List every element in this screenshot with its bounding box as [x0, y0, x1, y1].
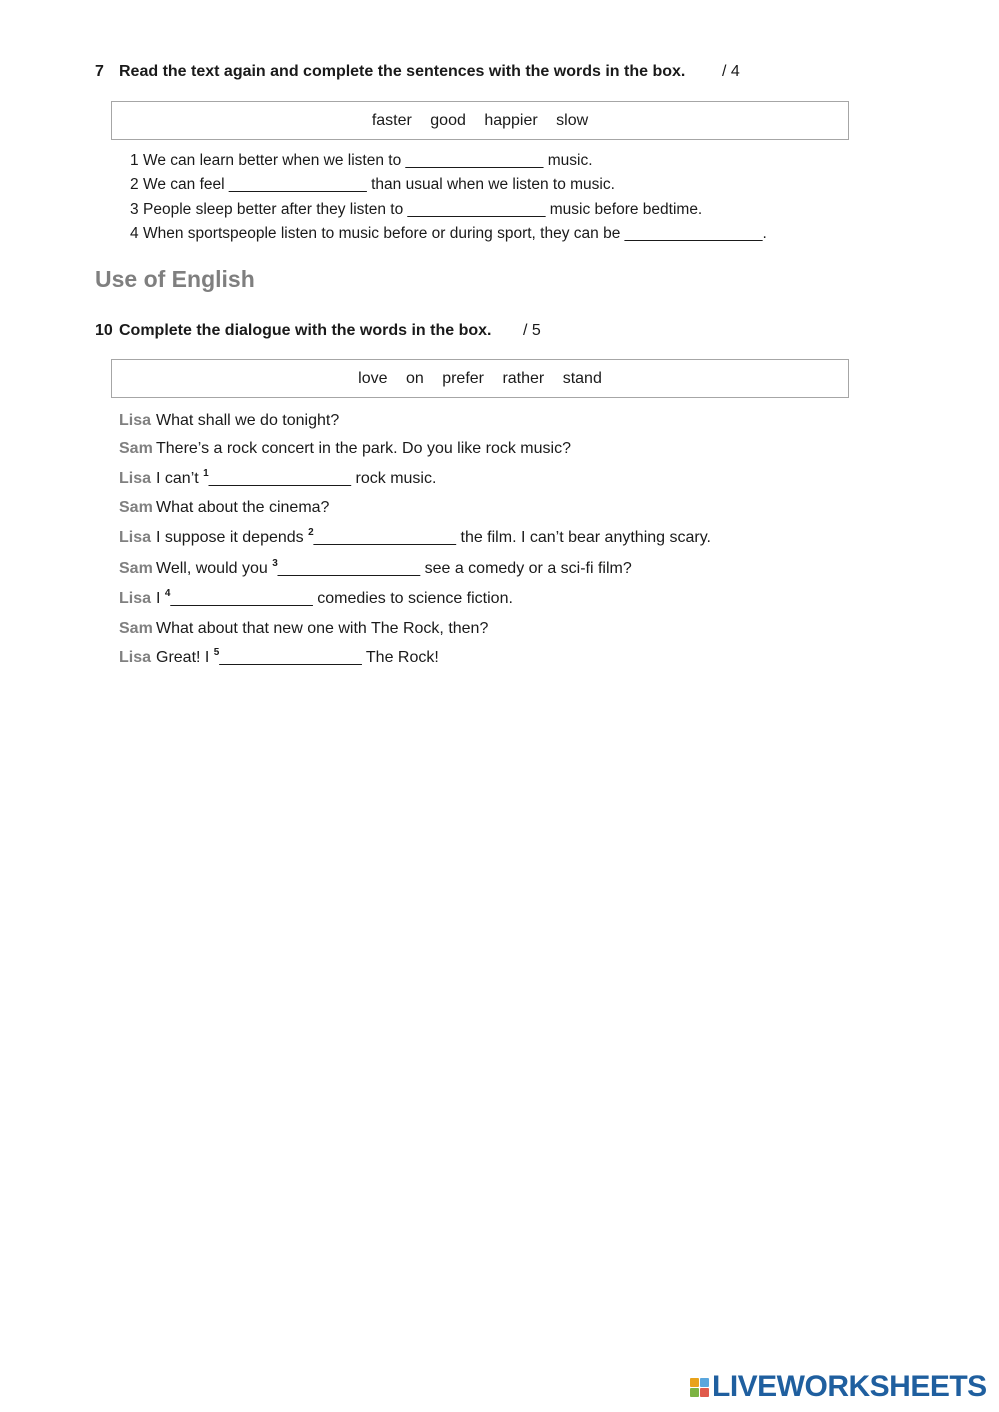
exercise-10-score: / 5	[523, 322, 541, 339]
dialogue-line	[119, 560, 632, 578]
gap-number: 3	[272, 558, 278, 569]
speaker-name: Sam	[119, 499, 153, 516]
dialogue-text: Well, would you	[156, 560, 273, 577]
word-box-item: slow	[556, 112, 589, 129]
word-box-item: prefer	[442, 370, 484, 387]
dialogue-text: What shall we do tonight?	[156, 412, 340, 429]
exercise-7-word-box	[111, 101, 849, 140]
dialogue-gap-text[interactable]: ________________ the film. I can’t bear anything scary.	[313, 529, 711, 546]
speaker-name: Sam	[119, 440, 153, 457]
dialogue-line	[119, 529, 711, 547]
word-box-item: love	[358, 370, 388, 387]
logo-text: LIVEWORKSHEETS	[712, 1370, 987, 1403]
exercise-7-score: / 4	[722, 63, 740, 80]
speaker-name: Lisa	[119, 412, 152, 429]
word-box-item: rather	[502, 370, 545, 387]
dialogue-text: I	[156, 590, 165, 607]
dialogue-line	[119, 499, 329, 517]
exercise-7-sentence	[130, 176, 615, 194]
exercise-7-number: 7	[95, 63, 104, 80]
dialogue-line	[119, 412, 339, 430]
speaker-name: Lisa	[119, 649, 152, 666]
dialogue-text: I can’t	[156, 470, 204, 487]
exercise-10-number: 10	[95, 322, 113, 339]
dialogue-line	[119, 620, 488, 638]
sentence-number: 3	[130, 201, 139, 218]
dialogue-line	[119, 470, 436, 488]
gap-number: 4	[164, 588, 171, 599]
gap-number: 2	[308, 527, 314, 538]
speaker-name: Sam	[119, 620, 153, 637]
exercise-7-sentence	[130, 225, 767, 243]
dialogue-gap-text[interactable]: ________________ see a comedy or a sci-fi film?	[277, 560, 632, 577]
speaker-name: Sam	[119, 560, 153, 577]
dialogue-text: Great! I	[156, 649, 214, 666]
sentence-number: 2	[130, 176, 139, 193]
dialogue-text: There’s a rock concert in the park. Do you like rock music?	[156, 440, 571, 457]
dialogue-gap-text[interactable]: ________________ The Rock!	[219, 649, 439, 666]
exercise-10-word-box	[111, 359, 849, 398]
exercise-7-sentence	[130, 152, 593, 170]
word-box-item: stand	[562, 370, 602, 387]
word-box-item: happier	[484, 112, 538, 129]
word-box-item: good	[430, 112, 466, 129]
dialogue-gap-text[interactable]: ________________ comedies to science fiction.	[170, 590, 513, 607]
dialogue-text: What about that new one with The Rock, then?	[156, 620, 489, 637]
sentence-text: We can learn better when we listen to ________________ music.	[143, 152, 593, 169]
dialogue-line	[119, 590, 513, 608]
dialogue-line	[119, 649, 439, 667]
dialogue-text: What about the cinema?	[156, 499, 330, 516]
sentence-number: 1	[130, 152, 139, 169]
speaker-name: Lisa	[119, 590, 152, 607]
speaker-name: Lisa	[119, 470, 152, 487]
dialogue-gap-text[interactable]: ________________ rock music.	[208, 470, 437, 487]
word-box-item: on	[405, 370, 424, 387]
dialogue-text: I suppose it depends	[156, 529, 309, 546]
liveworksheets-logo-icon	[690, 1378, 709, 1397]
gap-number: 1	[203, 468, 209, 479]
gap-number: 5	[213, 647, 220, 658]
sentence-text: We can feel ________________ than usual when we listen to music.	[143, 176, 615, 193]
section-title: Use of English	[95, 266, 255, 292]
exercise-7-instruction: Read the text again and complete the sentences with the words in the box.	[119, 63, 686, 80]
sentence-number: 4	[130, 225, 139, 242]
exercise-10-heading	[95, 322, 541, 340]
sentence-text: When sportspeople listen to music before or during sport, they can be ________________.	[143, 225, 767, 242]
liveworksheets-logo[interactable]	[690, 1372, 987, 1402]
word-box-item: faster	[371, 112, 412, 129]
dialogue-line	[119, 440, 571, 458]
exercise-7-sentence	[130, 201, 702, 219]
speaker-name: Lisa	[119, 529, 152, 546]
exercise-7-heading	[95, 63, 740, 81]
sentence-text: People sleep better after they listen to ________________ music before bedtime.	[143, 201, 703, 218]
exercise-10-instruction: Complete the dialogue with the words in the box.	[119, 322, 492, 339]
